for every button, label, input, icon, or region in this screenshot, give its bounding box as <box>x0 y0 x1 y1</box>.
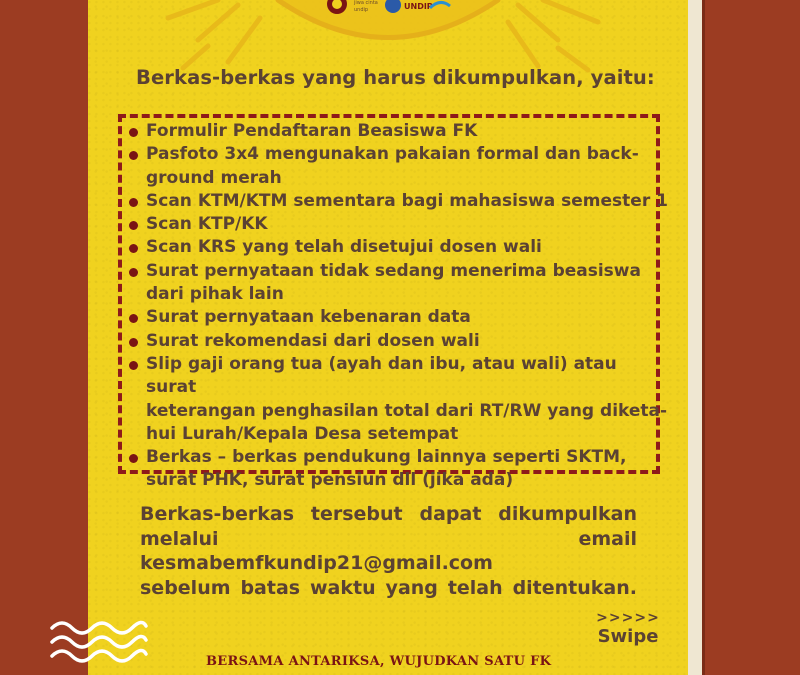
bullet-icon <box>129 338 138 347</box>
bullet-icon <box>129 151 138 160</box>
wave-decoration-icon <box>48 618 148 664</box>
svg-text:jiwa cinta: jiwa cinta <box>354 0 378 6</box>
requirement-text: Berkas – berkas pendukung lainnya seperti SKTM, <box>146 447 627 468</box>
bullet-icon <box>129 198 138 207</box>
poster <box>88 0 688 675</box>
requirement-item <box>128 353 668 446</box>
requirement-text: Pasfoto 3x4 mengunakan pakaian formal dan back- <box>146 144 639 165</box>
requirement-item <box>128 330 668 353</box>
requirements-list <box>128 120 668 493</box>
closing-line: sebelum batas waktu yang telah ditentukan. <box>140 576 637 599</box>
requirement-text: dari pihak lain <box>146 284 284 305</box>
right-border-shadow <box>702 0 705 675</box>
closing-paragraph <box>140 502 637 600</box>
bullet-icon <box>129 314 138 323</box>
requirement-text: Surat rekomendasi dari dosen wali <box>146 330 480 351</box>
svg-text:UNDIP: UNDIP <box>404 2 433 11</box>
requirement-text: Scan KTP/KK <box>146 214 268 235</box>
right-border-strip <box>688 0 702 675</box>
footer-tagline: BERSAMA ANTARIKSA, WUJUDKAN SATU FK <box>206 654 552 669</box>
requirement-item <box>128 260 668 307</box>
requirement-text: Scan KTM/KTM sementara bagi mahasiswa semester 1 <box>146 190 668 211</box>
requirement-text: Slip gaji orang tua (ayah dan ibu, atau wali) atau surat <box>146 353 617 398</box>
bullet-icon <box>129 128 138 137</box>
swipe-arrows: >>>>> <box>596 610 660 626</box>
requirement-text: surat PHK, surat pensiun dll (jika ada) <box>146 470 514 491</box>
bullet-icon <box>129 268 138 277</box>
requirement-text: Surat pernyataan tidak sedang menerima beasiswa <box>146 260 641 281</box>
bullet-icon <box>129 361 138 370</box>
requirement-text: keterangan penghasilan total dari RT/RW yang diketa- <box>146 400 668 421</box>
requirement-item <box>128 120 668 143</box>
requirement-item <box>128 190 668 213</box>
requirement-text: hui Lurah/Kepala Desa setempat <box>146 423 459 444</box>
bullet-icon <box>129 454 138 463</box>
bullet-icon <box>129 221 138 230</box>
requirements-heading: Berkas-berkas yang harus dikumpulkan, yaitu: <box>136 66 655 89</box>
swipe-indicator[interactable] <box>593 610 663 647</box>
requirement-text: ground merah <box>146 167 282 188</box>
swipe-label: Swipe <box>597 626 659 647</box>
sun-rays-decoration <box>88 0 688 110</box>
requirement-item <box>128 306 668 329</box>
svg-text:undip: undip <box>354 7 369 13</box>
closing-line: Berkas-berkas tersebut dapat dikumpulkan <box>140 503 637 525</box>
closing-line: melalui email kesmabemfkundip21@gmail.com <box>140 527 637 574</box>
requirement-text: Formulir Pendaftaran Beasiswa FK <box>146 121 478 141</box>
requirement-text: Surat pernyataan kebenaran data <box>146 307 471 328</box>
requirement-item <box>128 213 668 236</box>
requirement-item <box>128 446 668 493</box>
requirement-text: Scan KRS yang telah disetujui dosen wali <box>146 237 542 258</box>
requirement-item <box>128 143 668 190</box>
requirement-item <box>128 236 668 259</box>
bullet-icon <box>129 244 138 253</box>
